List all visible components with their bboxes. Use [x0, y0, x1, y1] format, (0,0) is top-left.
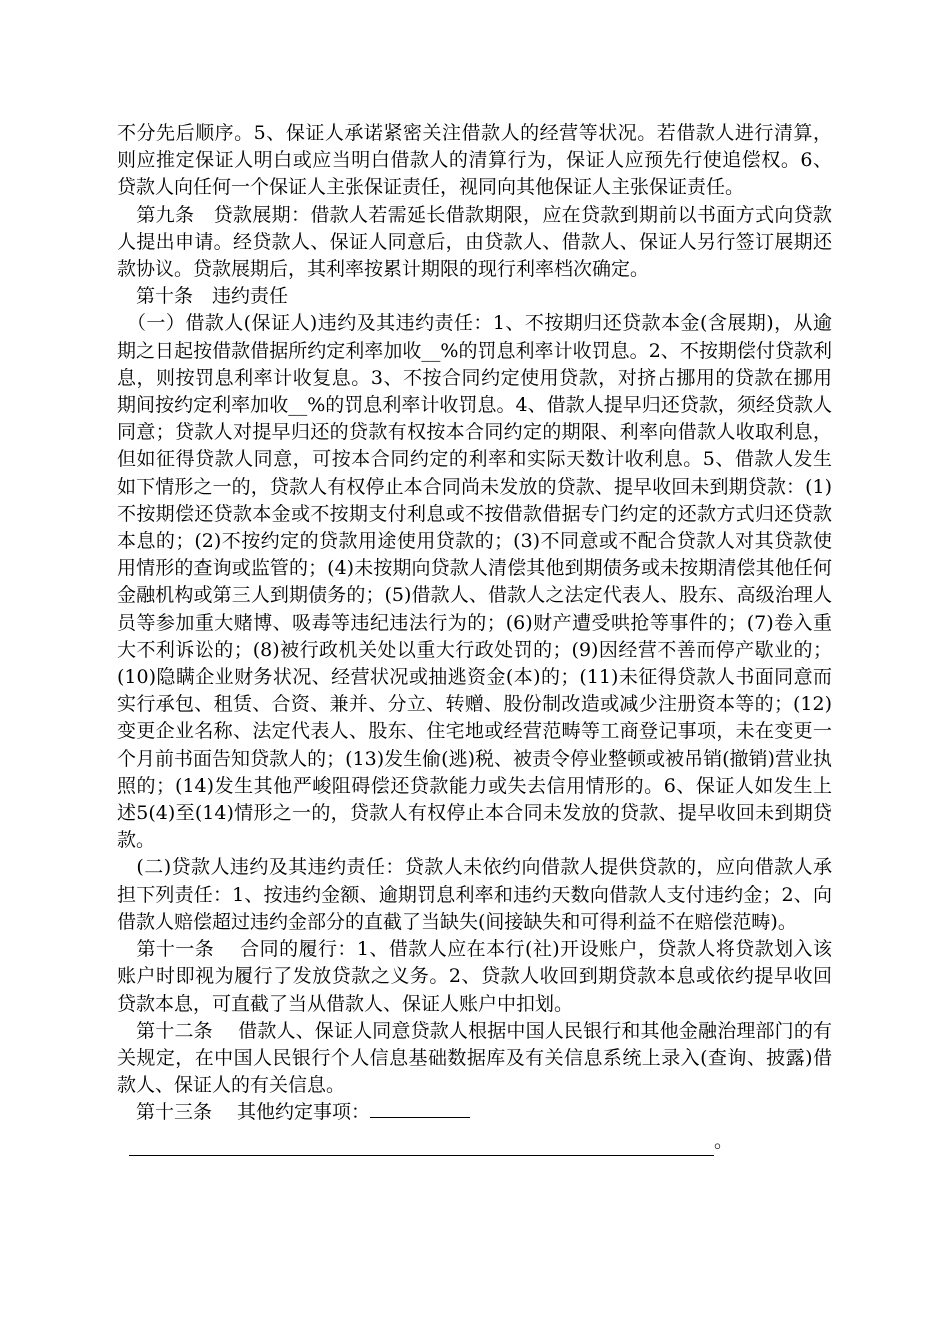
closing-mark: 。 — [714, 1130, 734, 1153]
fill-in-blank-long — [129, 1139, 714, 1156]
paragraph-article-13-other — [117, 1099, 832, 1126]
paragraph-article-11-performance: 第十一条 合同的履行：1、借款人应在本行(社)开设账户，贷款人将贷款划入该账户时即视为履行了发放贷款之义务。2、贷款人收回到期贷款本息或依约提早收回贷款本息，可直截了当从借款人、保证人账户中扣划。 — [117, 938, 832, 1015]
article-13-label: 第十三条 其他约定事项： — [117, 1101, 371, 1124]
paragraph-article-12-credit-info: 第十二条 借款人、保证人同意贷款人根据中国人民银行和其他金融治理部门的有关规定，在中国人民银行个人信息基础数据库及有关信息系统上录入(查询、披露)借款人、保证人的有关信息。 — [117, 1019, 832, 1097]
document-page — [117, 120, 832, 1156]
paragraph-guarantee-continued: 不分先后顺序。5、保证人承诺紧密关注借款人的经营等状况。若借款人进行清算，则应推定保证人明白或应当明白借款人的清算行为，保证人应预先行使追偿权。6、贷款人向任何一个保证人主张保证责任，视同向其他保证人主张保证责任。 — [117, 122, 832, 199]
fill-in-blank-short — [370, 1099, 470, 1118]
fill-in-line — [117, 1129, 832, 1156]
paragraph-article-10-borrower-default: （一）借款人(保证人)违约及其违约责任：1、不按期归还贷款本金(含展期)，从逾期之日起按借款借据所约定利率加收__%的罚息利率计收罚息。2、不按期偿付贷款利息，则按罚息利率计收复息。3、不按合同约定使用贷款，对挤占挪用的贷款在挪用期间按约定利率加收__%的罚息利率计收罚息。4、借款人提早归还贷款，须经贷款人同意；贷款人对提早归还的贷款有权按本合同约定的期限、利率向借款人收取利息，但如征得贷款人同意，可按本合同约定的利率和实际天数计收利息。5、借款人发生如下情形之一的，贷款人有权停止本合同尚未发放的贷款、提早收回未到期贷款：(1)不按期偿还贷款本金或不按期支付利息或不按借款借据专门约定的还款方式归还贷款本息的；(2)不按约定的贷款用途使用贷款的；(3)不同意或不配合贷款人对其贷款使用情形的查询或监管的；(4)未按期向贷款人清偿其他到期债务或未按期清偿其他任何金融机构或第三人到期债务的；(5)借款人、借款人之法定代表人、股东、高级治理人员等参加重大赌博、吸毒等违纪违法行为的；(6)财产遭受哄抢等事件的；(7)卷入重大不利诉讼的；(8)被行政机关处以重大行政处罚的；(9)因经营不善而停产歇业的；(10)隐瞒企业财务状况、经营状况或抽逃资金(本)的；(11)未征得贷款人书面同意而实行承包、租赁、合资、兼并、分立、转赠、股份制改造或减少注册资本等的；(12)变更企业名称、法定代表人、股东、住宅地或经营范畴等工商登记事项，未在变更一个月前书面告知贷款人的；(13)发生偷(逃)税、被责令停业整顿或被吊销(撤销)营业执照的；(14)发生其他严峻阻碍偿还贷款能力或失去信用情形的。6、保证人如发生上述5(4)至(14)情形之一的，贷款人有权停止本合同未发放的贷款、提早收回未到期贷款。 — [117, 312, 832, 852]
paragraph-article-10-lender-default: (二)贷款人违约及其违约责任：贷款人未依约向借款人提供贷款的，应向借款人承担下列责任：1、按违约金额、逾期罚息利率和违约天数向借款人支付违约金；2、向借款人赔偿超过违约金部分的直截了当缺失(间接缺失和可得利益不在赔偿范畴)。 — [117, 856, 832, 933]
paragraph-article-10-heading: 第十条 违约责任 — [117, 285, 289, 308]
paragraph-article-9-extension: 第九条 贷款展期：借款人若需延长借款期限，应在贷款到期前以书面方式向贷款人提出申请。经贷款人、保证人同意后，由贷款人、借款人、保证人另行签订展期还款协议。贷款展期后，其利率按累计期限的现行利率档次确定。 — [117, 203, 832, 281]
